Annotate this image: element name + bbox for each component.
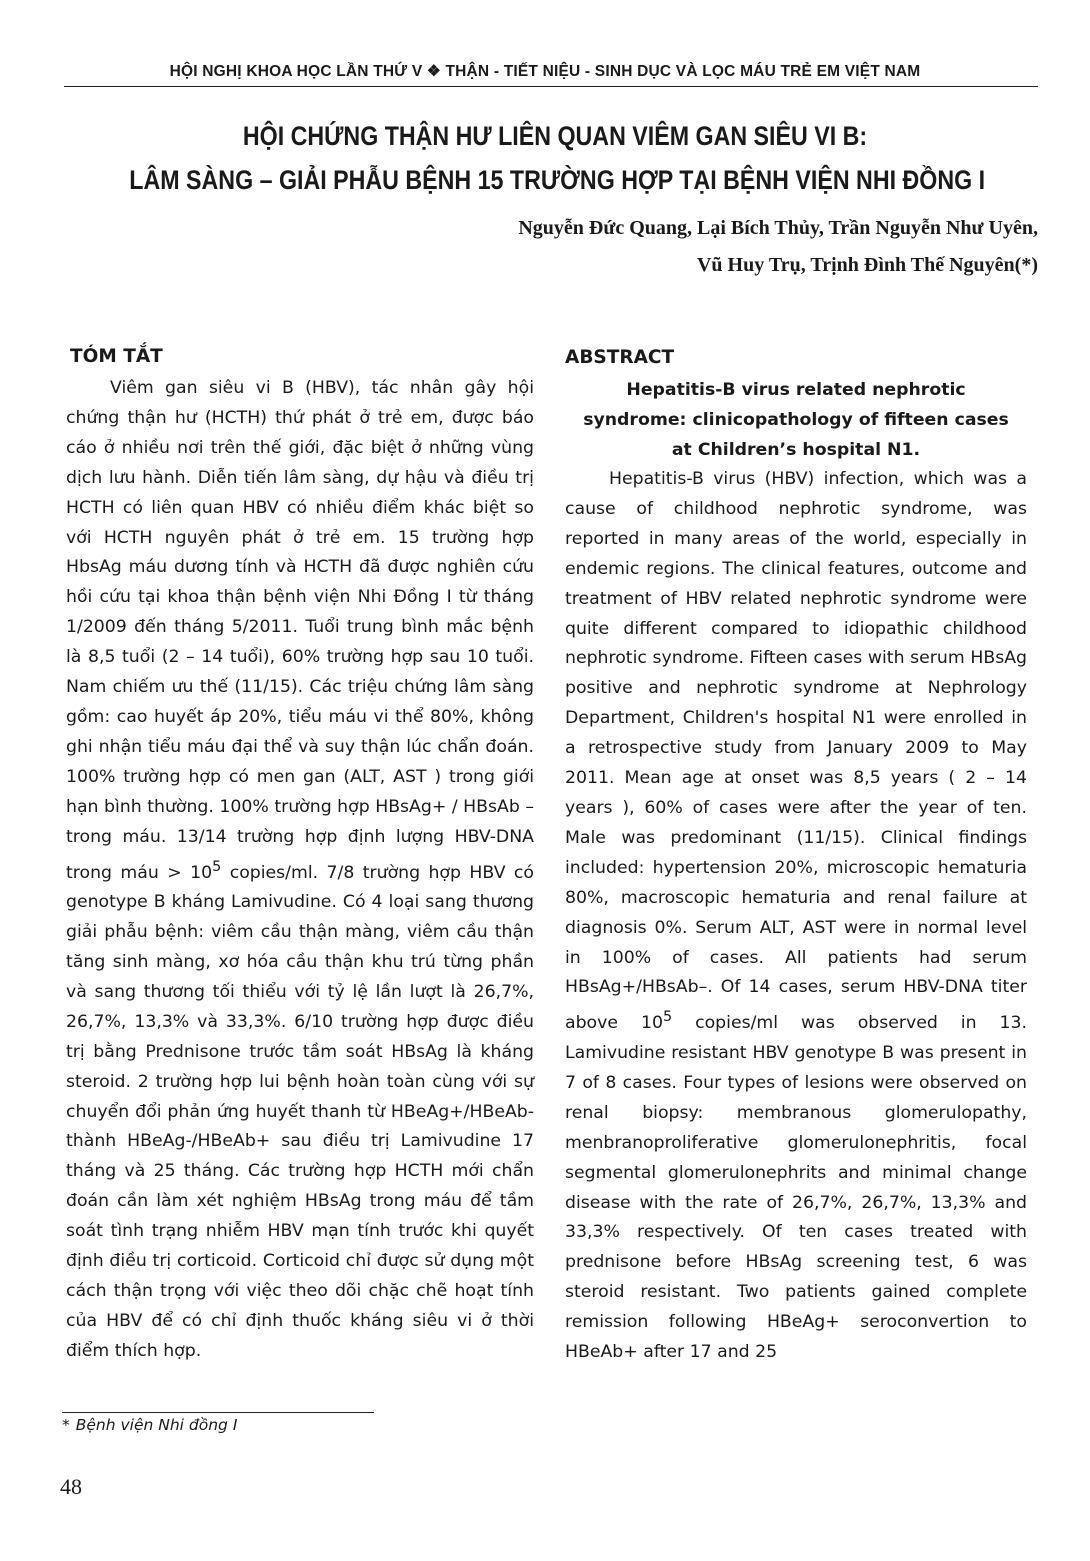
abstract-power-base: 10 — [640, 1013, 663, 1034]
footnote-mark: * — [62, 1416, 70, 1434]
article-title — [129, 114, 986, 202]
title-line-1: HỘI CHỨNG THẬN HƯ LIÊN QUAN VIÊM GAN SIÊU VI B: — [242, 121, 868, 151]
author-list — [518, 210, 1038, 284]
abstract-text: Hepatitis-B virus (HBV) infection, which was a cause of childhood nephrotic syndrome, was reported in many areas of the world, especially in endemic regions. The clinical features, outcome and treatment of HBV related nephrotic syndrome were quite different compared to idiopathic childhood nephrotic syndrome. Fifteen cases with serum HBsAg positive and nephrotic syndrome at Nephrology Department, Children's hospital N1 were enrolled in a retrospective study from January 2009 to May 2011. Mean age at onset was 8,5 years ( 2 – 14 years ), 60% of cases were after the year of ten. Male was predominant (11/15). Clinical findings included: hypertension 20%, microscopic hematuria 80%, macroscopic hematuria and renal failure at diagnosis 0%. Serum ALT, AST were in normal level in 100% of cases. All patients had serum HBsAg+/HBsAb–. Of 14 cases, serum HBV-DNA titer above — [565, 469, 1027, 1034]
summary-body — [66, 374, 534, 1367]
summary-column — [66, 342, 534, 1367]
title-line-2: LÂM SÀNG – GIẢI PHẪU BỆNH 15 TRƯỜNG HỢP TẠI BỆNH VIỆN NHI ĐỒNG I — [129, 165, 986, 195]
summary-power-exponent: 5 — [212, 858, 222, 875]
abstract-title-line-3: at Children’s hospital N1. — [671, 440, 921, 460]
abstract-title — [565, 375, 1027, 465]
abstract-power-exponent: 5 — [662, 1009, 673, 1026]
abstract-title-line-1: Hepatitis-B virus related nephrotic — [626, 380, 966, 400]
footnote-rule — [62, 1412, 374, 1413]
abstract-body — [565, 465, 1027, 1368]
summary-power-base: 10 — [190, 862, 213, 883]
abstract-heading: ABSTRACT — [565, 347, 675, 368]
abstract-title-line-2: syndrome: clinicopathology of fifteen cases — [583, 410, 1009, 430]
summary-heading: TÓM TẮT — [70, 346, 163, 367]
page-number: 48 — [60, 1474, 82, 1499]
footnote — [62, 1416, 237, 1434]
summary-text: Viêm gan siêu vi B (HBV), tác nhân gây hội chứng thận hư (HCTH) thứ phát ở trẻ em, được báo cáo ở nhiều nơi trên thế giới, đặc biệt ở những vùng dịch lưu hành. Diễn tiến lâm sàng, dự hậu và điều trị HCTH có liên quan HBV có nhiều điểm khác biệt so với HCTH nguyên phát ở trẻ em. 15 trường hợp HbsAg máu dương tính và HCTH đã được nghiên cứu hồi cứu tại khoa thận bệnh viện Nhi Đồng I từ tháng 1/2009 đến tháng 5/2011. Tuổi trung bình mắc bệnh là 8,5 tuổi (2 – 14 tuổi), 60% trường hợp sau 10 tuổi. Nam chiếm ưu thế (11/15). Các triệu chứng lâm sàng gồm: cao huyết áp 20%, tiểu máu vi thể 80%, không ghi nhận tiểu máu đại thể và suy thận lúc chẩn đoán. 100% trường hợp có men gan (ALT, AST ) trong giới hạn bình thường. 100% trường hợp HBsAg+ / HBsAb – trong máu. 13/14 trường hợp định lượng HBV-DNA trong máu > — [66, 378, 534, 883]
authors-line-2: Vũ Huy Trụ, Trịnh Đình Thế Nguyên(*) — [696, 254, 1038, 276]
summary-text-continued: copies/ml. 7/8 trường hợp HBV có genotype B kháng Lamivudine. Có 4 loại sang thương giải phẫu bệnh: viêm cầu thận màng, viêm cầu thận tăng sinh màng, xơ hóa cầu thận khu trú từng phần và sang thương tối thiểu với tỷ lệ lần lượt là 26,7%, 26,7%, 13,3% và 33,3%. 6/10 trường hợp được điều trị bằng Prednisone trước tầm soát HBsAg là kháng steroid. 2 trường hợp lui bệnh hoàn toàn cùng với sự chuyển đổi phản ứng huyết thanh từ HBeAg+/HBeAb- thành HBeAg-/HBeAb+ sau điều trị Lamivudine 17 tháng và 25 tháng. Các trường hợp HCTH mới chẩn đoán cần làm xét nghiệm HBsAg trong máu để tầm soát tình trạng nhiễm HBV mạn tính trước khi quyết định điều trị corticoid. Corticoid chỉ được sử dụng một cách thận trọng với việc theo dõi chặc chẽ hoạt tính của HBV để có chỉ định thuốc kháng siêu vi ở thời điểm thích hợp. — [66, 862, 535, 1361]
running-header: HỘI NGHỊ KHOA HỌC LẦN THỨ V ❖ THẬN - TIẾT NIỆU - SINH DỤC VÀ LỌC MÁU TRẺ EM VIỆT NAM — [169, 63, 921, 80]
footnote-text: Bệnh viện Nhi đồng I — [75, 1416, 238, 1434]
abstract-text-continued: copies/ml was observed in 13. Lamivudine resistant HBV genotype B was present in 7 of 8 cases. Four types of lesions were observed on renal biopsy: membranous glomerulopathy, menbranoproliferative glomerulonephritis, focal segmental glomerulonephrits and minimal change disease with the rate of 26,7%, 26,7%, 13,3% and 33,3% respectively. Of ten cases treated with prednisone before HBsAg screening test, 6 was steroid resistant. Two patients gained complete remission following HBeAg+ seroconvertion to HBeAb+ after 17 and 25 — [565, 1013, 1027, 1363]
header-rule — [64, 86, 1038, 87]
abstract-column — [565, 342, 1027, 1368]
authors-line-1: Nguyễn Đức Quang, Lại Bích Thủy, Trần Nguyễn Như Uyên, — [518, 217, 1038, 239]
